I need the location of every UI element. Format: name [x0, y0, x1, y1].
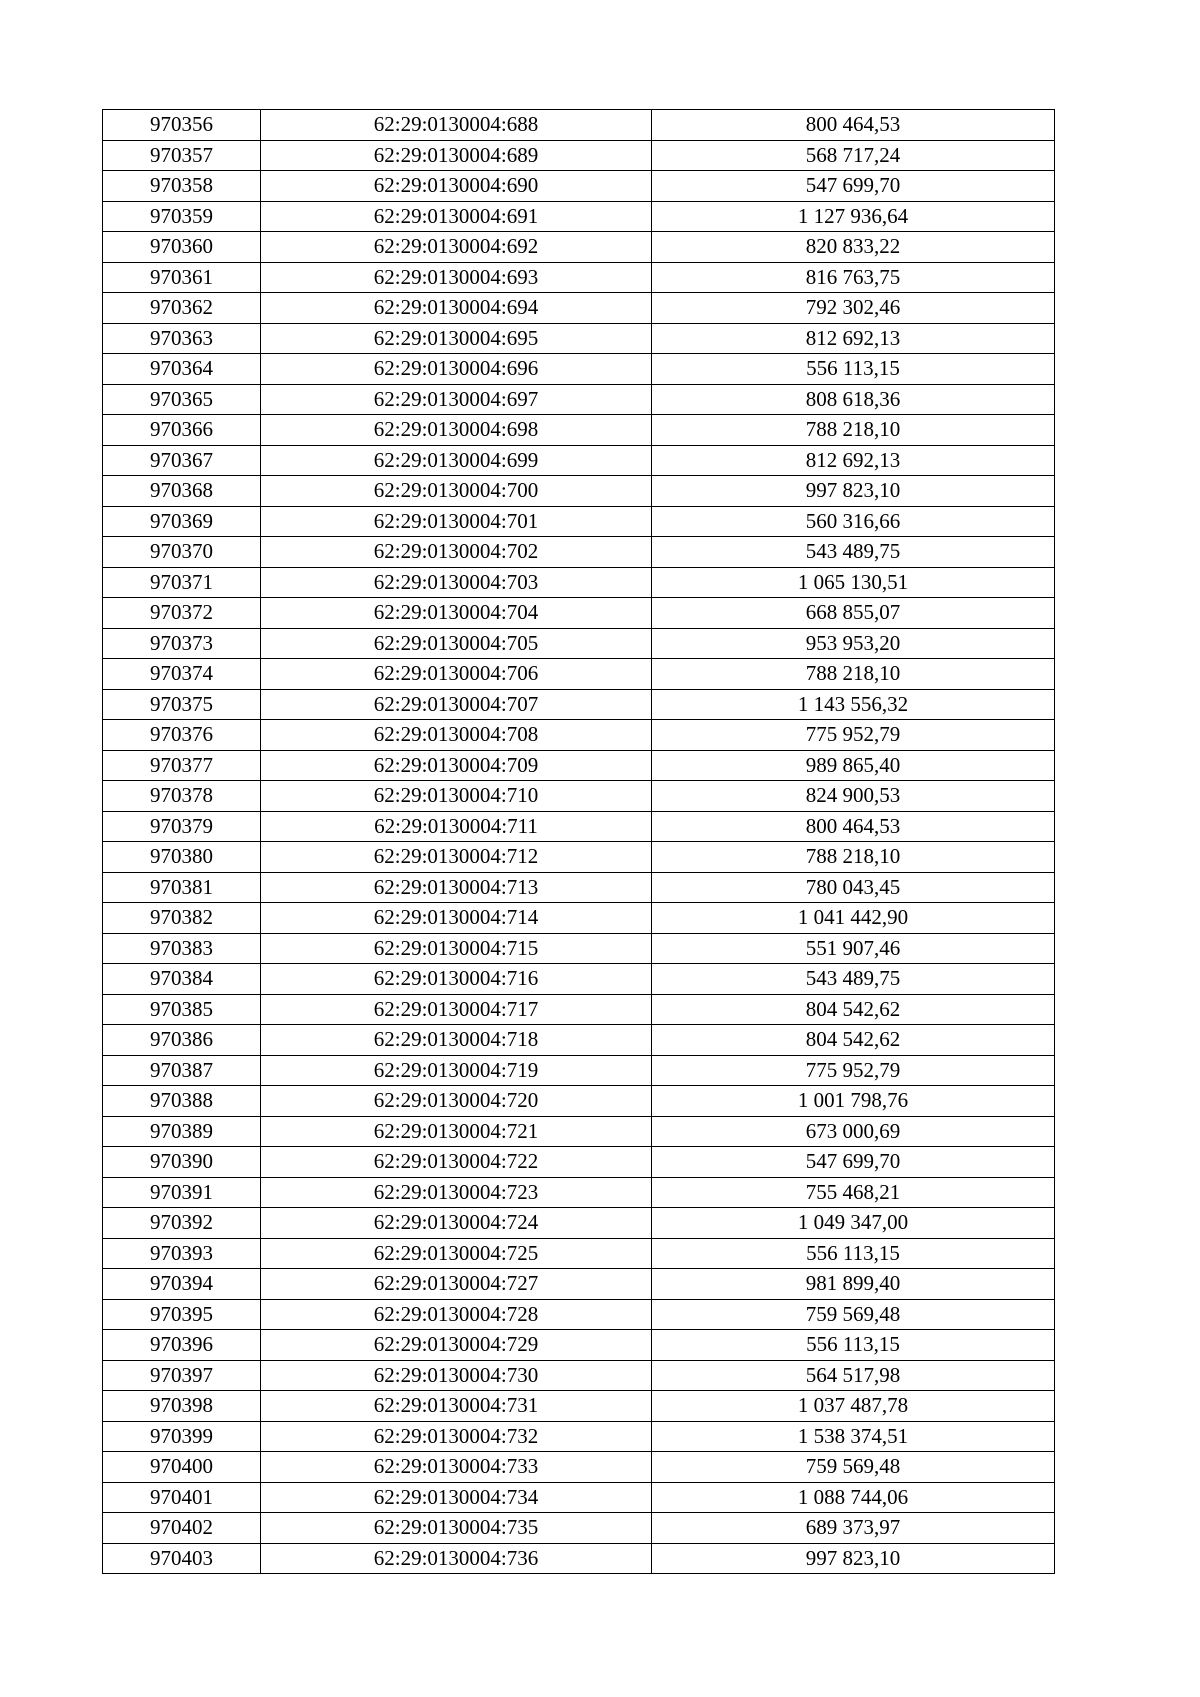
cadastral-number-cell: 62:29:0130004:717 [261, 994, 652, 1025]
row-number-cell: 970363 [103, 323, 261, 354]
amount-cell: 1 001 798,76 [652, 1086, 1055, 1117]
amount-cell: 1 127 936,64 [652, 201, 1055, 232]
cadastral-number-cell: 62:29:0130004:723 [261, 1177, 652, 1208]
row-number-cell: 970372 [103, 598, 261, 629]
row-number-cell: 970357 [103, 140, 261, 171]
table-body [103, 110, 1055, 1574]
row-number-cell: 970375 [103, 689, 261, 720]
amount-cell: 804 542,62 [652, 1025, 1055, 1056]
row-number-cell: 970383 [103, 933, 261, 964]
amount-cell: 1 538 374,51 [652, 1421, 1055, 1452]
table-row [103, 872, 1055, 903]
table-row [103, 140, 1055, 171]
row-number-cell: 970397 [103, 1360, 261, 1391]
table-row [103, 1299, 1055, 1330]
cadastral-number-cell: 62:29:0130004:715 [261, 933, 652, 964]
cadastral-number-cell: 62:29:0130004:699 [261, 445, 652, 476]
amount-cell: 1 041 442,90 [652, 903, 1055, 934]
cadastral-number-cell: 62:29:0130004:734 [261, 1482, 652, 1513]
cadastral-number-cell: 62:29:0130004:704 [261, 598, 652, 629]
table-row [103, 598, 1055, 629]
table-row [103, 750, 1055, 781]
cadastral-number-cell: 62:29:0130004:694 [261, 293, 652, 324]
row-number-cell: 970361 [103, 262, 261, 293]
cadastral-number-cell: 62:29:0130004:725 [261, 1238, 652, 1269]
amount-cell: 547 699,70 [652, 171, 1055, 202]
row-number-cell: 970371 [103, 567, 261, 598]
row-number-cell: 970356 [103, 110, 261, 141]
row-number-cell: 970392 [103, 1208, 261, 1239]
table-row [103, 933, 1055, 964]
amount-cell: 804 542,62 [652, 994, 1055, 1025]
row-number-cell: 970360 [103, 232, 261, 263]
cadastral-number-cell: 62:29:0130004:703 [261, 567, 652, 598]
amount-cell: 759 569,48 [652, 1452, 1055, 1483]
amount-cell: 820 833,22 [652, 232, 1055, 263]
amount-cell: 543 489,75 [652, 964, 1055, 995]
row-number-cell: 970380 [103, 842, 261, 873]
cadastral-number-cell: 62:29:0130004:720 [261, 1086, 652, 1117]
table-row [103, 567, 1055, 598]
row-number-cell: 970393 [103, 1238, 261, 1269]
amount-cell: 689 373,97 [652, 1513, 1055, 1544]
amount-cell: 788 218,10 [652, 659, 1055, 690]
cadastral-number-cell: 62:29:0130004:730 [261, 1360, 652, 1391]
amount-cell: 824 900,53 [652, 781, 1055, 812]
amount-cell: 788 218,10 [652, 415, 1055, 446]
amount-cell: 997 823,10 [652, 1543, 1055, 1574]
row-number-cell: 970403 [103, 1543, 261, 1574]
cadastral-number-cell: 62:29:0130004:729 [261, 1330, 652, 1361]
row-number-cell: 970368 [103, 476, 261, 507]
row-number-cell: 970389 [103, 1116, 261, 1147]
cadastral-number-cell: 62:29:0130004:692 [261, 232, 652, 263]
cadastral-number-cell: 62:29:0130004:735 [261, 1513, 652, 1544]
amount-cell: 816 763,75 [652, 262, 1055, 293]
cadastral-number-cell: 62:29:0130004:702 [261, 537, 652, 568]
row-number-cell: 970402 [103, 1513, 261, 1544]
row-number-cell: 970373 [103, 628, 261, 659]
row-number-cell: 970390 [103, 1147, 261, 1178]
table-row [103, 110, 1055, 141]
table-row [103, 781, 1055, 812]
data-table [102, 109, 1055, 1574]
amount-cell: 759 569,48 [652, 1299, 1055, 1330]
amount-cell: 547 699,70 [652, 1147, 1055, 1178]
cadastral-number-cell: 62:29:0130004:727 [261, 1269, 652, 1300]
table-row [103, 842, 1055, 873]
table-row [103, 1482, 1055, 1513]
amount-cell: 551 907,46 [652, 933, 1055, 964]
amount-cell: 556 113,15 [652, 1330, 1055, 1361]
table-row [103, 1360, 1055, 1391]
amount-cell: 775 952,79 [652, 720, 1055, 751]
amount-cell: 1 143 556,32 [652, 689, 1055, 720]
table-row [103, 1421, 1055, 1452]
row-number-cell: 970398 [103, 1391, 261, 1422]
table-row [103, 384, 1055, 415]
table-row [103, 262, 1055, 293]
cadastral-number-cell: 62:29:0130004:690 [261, 171, 652, 202]
cadastral-number-cell: 62:29:0130004:691 [261, 201, 652, 232]
table-row [103, 537, 1055, 568]
table-row [103, 659, 1055, 690]
table-row [103, 506, 1055, 537]
row-number-cell: 970364 [103, 354, 261, 385]
amount-cell: 812 692,13 [652, 445, 1055, 476]
row-number-cell: 970370 [103, 537, 261, 568]
amount-cell: 564 517,98 [652, 1360, 1055, 1391]
cadastral-number-cell: 62:29:0130004:731 [261, 1391, 652, 1422]
table-row [103, 1147, 1055, 1178]
cadastral-number-cell: 62:29:0130004:701 [261, 506, 652, 537]
cadastral-number-cell: 62:29:0130004:696 [261, 354, 652, 385]
amount-cell: 775 952,79 [652, 1055, 1055, 1086]
cadastral-number-cell: 62:29:0130004:736 [261, 1543, 652, 1574]
amount-cell: 800 464,53 [652, 811, 1055, 842]
cadastral-number-cell: 62:29:0130004:698 [261, 415, 652, 446]
amount-cell: 780 043,45 [652, 872, 1055, 903]
amount-cell: 556 113,15 [652, 1238, 1055, 1269]
amount-cell: 788 218,10 [652, 842, 1055, 873]
row-number-cell: 970386 [103, 1025, 261, 1056]
table-row [103, 201, 1055, 232]
table-row [103, 994, 1055, 1025]
table-row [103, 476, 1055, 507]
cadastral-number-cell: 62:29:0130004:711 [261, 811, 652, 842]
amount-cell: 556 113,15 [652, 354, 1055, 385]
cadastral-number-cell: 62:29:0130004:728 [261, 1299, 652, 1330]
cadastral-number-cell: 62:29:0130004:705 [261, 628, 652, 659]
amount-cell: 1 065 130,51 [652, 567, 1055, 598]
cadastral-number-cell: 62:29:0130004:710 [261, 781, 652, 812]
table-row [103, 445, 1055, 476]
row-number-cell: 970379 [103, 811, 261, 842]
row-number-cell: 970399 [103, 1421, 261, 1452]
cadastral-number-cell: 62:29:0130004:706 [261, 659, 652, 690]
cadastral-number-cell: 62:29:0130004:708 [261, 720, 652, 751]
amount-cell: 560 316,66 [652, 506, 1055, 537]
table-row [103, 323, 1055, 354]
cadastral-number-cell: 62:29:0130004:718 [261, 1025, 652, 1056]
table-row [103, 1452, 1055, 1483]
amount-cell: 668 855,07 [652, 598, 1055, 629]
amount-cell: 800 464,53 [652, 110, 1055, 141]
table-row [103, 628, 1055, 659]
row-number-cell: 970374 [103, 659, 261, 690]
amount-cell: 792 302,46 [652, 293, 1055, 324]
row-number-cell: 970382 [103, 903, 261, 934]
cadastral-number-cell: 62:29:0130004:732 [261, 1421, 652, 1452]
table-row [103, 903, 1055, 934]
table-row [103, 1116, 1055, 1147]
table-row [103, 354, 1055, 385]
table-row [103, 1513, 1055, 1544]
row-number-cell: 970394 [103, 1269, 261, 1300]
row-number-cell: 970384 [103, 964, 261, 995]
cadastral-number-cell: 62:29:0130004:713 [261, 872, 652, 903]
cadastral-number-cell: 62:29:0130004:721 [261, 1116, 652, 1147]
table-row [103, 1269, 1055, 1300]
cadastral-number-cell: 62:29:0130004:733 [261, 1452, 652, 1483]
cadastral-number-cell: 62:29:0130004:722 [261, 1147, 652, 1178]
row-number-cell: 970378 [103, 781, 261, 812]
row-number-cell: 970377 [103, 750, 261, 781]
table-row [103, 1025, 1055, 1056]
row-number-cell: 970367 [103, 445, 261, 476]
row-number-cell: 970365 [103, 384, 261, 415]
table-row [103, 1238, 1055, 1269]
row-number-cell: 970381 [103, 872, 261, 903]
row-number-cell: 970358 [103, 171, 261, 202]
table-row [103, 1055, 1055, 1086]
amount-cell: 812 692,13 [652, 323, 1055, 354]
row-number-cell: 970395 [103, 1299, 261, 1330]
table-row [103, 1208, 1055, 1239]
row-number-cell: 970376 [103, 720, 261, 751]
amount-cell: 989 865,40 [652, 750, 1055, 781]
table-row [103, 1330, 1055, 1361]
table-row [103, 689, 1055, 720]
amount-cell: 1 088 744,06 [652, 1482, 1055, 1513]
row-number-cell: 970396 [103, 1330, 261, 1361]
cadastral-number-cell: 62:29:0130004:689 [261, 140, 652, 171]
row-number-cell: 970401 [103, 1482, 261, 1513]
amount-cell: 808 618,36 [652, 384, 1055, 415]
table-row [103, 1177, 1055, 1208]
table-row [103, 1086, 1055, 1117]
row-number-cell: 970400 [103, 1452, 261, 1483]
cadastral-number-cell: 62:29:0130004:688 [261, 110, 652, 141]
amount-cell: 1 037 487,78 [652, 1391, 1055, 1422]
table-row [103, 415, 1055, 446]
amount-cell: 755 468,21 [652, 1177, 1055, 1208]
cadastral-number-cell: 62:29:0130004:700 [261, 476, 652, 507]
row-number-cell: 970369 [103, 506, 261, 537]
row-number-cell: 970385 [103, 994, 261, 1025]
cadastral-number-cell: 62:29:0130004:709 [261, 750, 652, 781]
table-row [103, 232, 1055, 263]
cadastral-number-cell: 62:29:0130004:716 [261, 964, 652, 995]
cadastral-number-cell: 62:29:0130004:724 [261, 1208, 652, 1239]
cadastral-number-cell: 62:29:0130004:697 [261, 384, 652, 415]
cadastral-number-cell: 62:29:0130004:693 [261, 262, 652, 293]
row-number-cell: 970366 [103, 415, 261, 446]
amount-cell: 543 489,75 [652, 537, 1055, 568]
amount-cell: 673 000,69 [652, 1116, 1055, 1147]
cadastral-number-cell: 62:29:0130004:707 [261, 689, 652, 720]
amount-cell: 981 899,40 [652, 1269, 1055, 1300]
amount-cell: 568 717,24 [652, 140, 1055, 171]
amount-cell: 1 049 347,00 [652, 1208, 1055, 1239]
table-row [103, 1391, 1055, 1422]
row-number-cell: 970362 [103, 293, 261, 324]
table-row [103, 1543, 1055, 1574]
row-number-cell: 970387 [103, 1055, 261, 1086]
amount-cell: 997 823,10 [652, 476, 1055, 507]
row-number-cell: 970388 [103, 1086, 261, 1117]
table-row [103, 720, 1055, 751]
amount-cell: 953 953,20 [652, 628, 1055, 659]
cadastral-number-cell: 62:29:0130004:695 [261, 323, 652, 354]
table-row [103, 964, 1055, 995]
row-number-cell: 970391 [103, 1177, 261, 1208]
cadastral-number-cell: 62:29:0130004:719 [261, 1055, 652, 1086]
row-number-cell: 970359 [103, 201, 261, 232]
table-row [103, 171, 1055, 202]
table-row [103, 811, 1055, 842]
cadastral-number-cell: 62:29:0130004:712 [261, 842, 652, 873]
cadastral-number-cell: 62:29:0130004:714 [261, 903, 652, 934]
table-row [103, 293, 1055, 324]
